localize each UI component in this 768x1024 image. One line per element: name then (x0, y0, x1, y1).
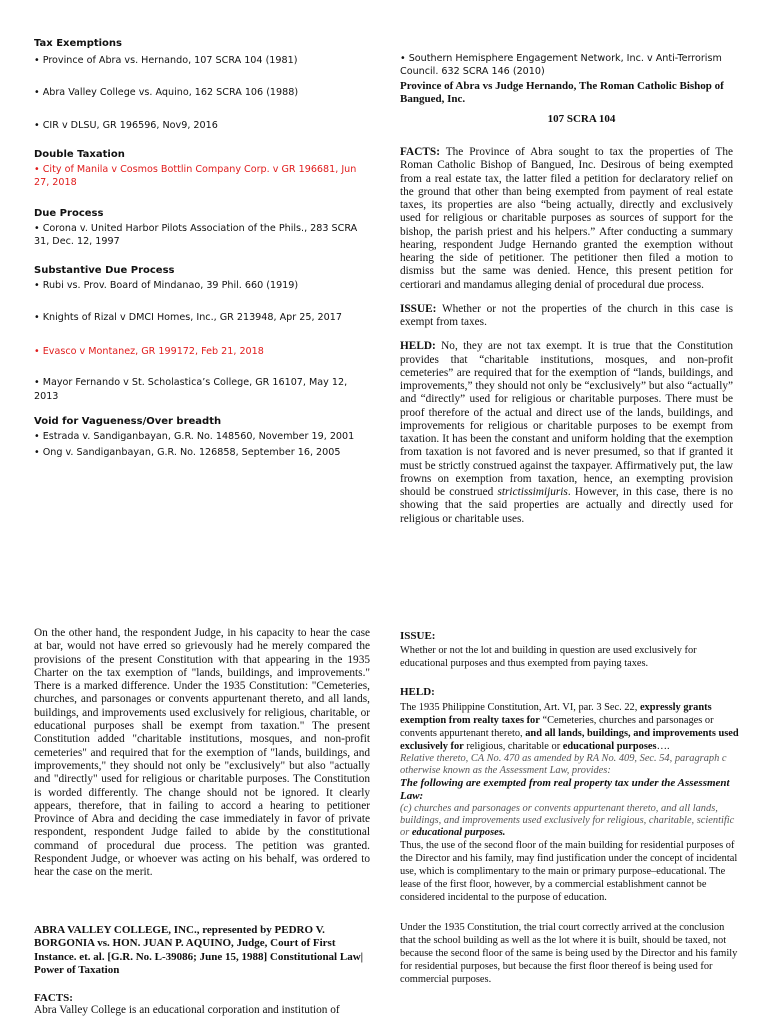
case-item: • Province of Abra vs. Hernando, 107 SCRA 104 (1981) (34, 55, 298, 66)
case-item (34, 345, 369, 359)
issue-paragraph (400, 303, 733, 330)
issue-text: Whether or not the lot and building in question are used exclusively for educational purposes and thus exempted from paying taxes. (400, 645, 697, 669)
held-text: No, they are not tax exempt. It is true that the Constitution provides that “charitable institutions, mosques, and non-profit cemeteries” are required that for the exemption of “lands, buildings, and improvements,” they should not only be “exclusively” but also “actually” and “directly” used for religious or charitable purposes. There must be proof therefore of the actual and direct use of the lands, buildings, and improvements for religious or charitable purposes to be exempt from taxation. It has been the constant and uniform holding that the exemption from taxation is not favored and is never presumed, so that if granted it must be strictly construed against the taxpayer. Affirmatively put, the law frowns on exemption from taxation, hence, an exempting provision should be construed (400, 340, 733, 498)
section-title-due-process: Due Process (34, 207, 104, 219)
facts-text: The Province of Abra sought to tax the properties of The Roman Catholic Bishop of Bangued, Inc. Desirous of being exempted from a real estate tax, the latter filed a petition for declaratory relief on the ground that other than being exempted from payment of real estate taxes, its properties are also “being actually, directly and exclusively used for religious or charitable purposes as sources of support for the bishop, the parish priest and his helpers.” After conducting a summary hearing, respondent Judge Hernando granted the exemption without hearing the side of petitioner. The petitioner then filed a motion to dismiss but the same was denied. Hence, this present petition for certiorari and mandamus alleging denial of procedural due process. (400, 146, 733, 291)
case-heading: ABRA VALLEY COLLEGE, INC., represented by PEDRO V. BORGONIA vs. HON. JUAN P. AQUINO, Judge, Court of First Instance. et. al. [G.R. No. L-39086; June 15, 1988] Constitutional Law| Power of Taxation (34, 923, 364, 977)
case-item: • Abra Valley College vs. Aquino, 162 SCRA 106 (1988) (34, 86, 299, 98)
held-text: “Cemeteries, churches and parsonages or convents appurtenant thereto, (400, 715, 714, 739)
held-emphasis: expressly grants exemption from realty taxes for (400, 702, 712, 726)
case-item: • CIR v DLSU, GR 196596, Nov9, 2016 (34, 120, 218, 131)
case-item: • Southern Hemisphere Engagement Network, Inc. v Anti-Terrorism Council. 632 SCRA 146 (2010) (400, 53, 722, 77)
facts-paragraph (400, 146, 733, 292)
held-paragraph (400, 701, 740, 753)
case-heading: Province of Abra vs Judge Hernando, The Roman Catholic Bishop of Bangued, Inc. (400, 80, 724, 105)
case-item (34, 163, 369, 190)
held-text: …. (656, 741, 670, 752)
bullet: • (34, 163, 43, 175)
abra-ruling-continued (34, 627, 370, 1017)
held-latin-term: strictissimijuris (497, 486, 568, 498)
held-paragraph (400, 340, 733, 526)
ruling-paragraph: On the other hand, the respondent Judge, in his capacity to hear the case at bar, would not have erred so grievously had he merely compared the provisions of the present Constitution with that appearing in the 1935 Charter on the tax exemption of "lands, buildings, and improvements." There is a marked difference. Under the 1935 Constitution: "Cemeteries, churches, and parsonages or convents appurtenant thereto, and all lands, buildings, and improvements used exclusively for religious, charitable, or educational purposes shall be exempt from taxation." The present Constitution added "charitable institutions, mosques, and non-profit cemeteries" and required that for the exemption of "lands, buildings, and improvements," they should not only be "exclusively" but also "actually and "directly" used for religious or charitable purposes. The Constitution is worded differently. The change should not be ignored. It clearly appears, therefore, that in failing to accord a hearing to petitioner Province of Abra and deciding the case immediately in favor of private respondent, respondent Judge failed to abide by the constitutional command of procedural due process. The petition was granted. Respondent Judge, or whoever was acting on his behalf, was ordered to hear the case on the merit. (34, 627, 370, 879)
abra-valley-digest (400, 630, 740, 986)
section-title-void-for-vagueness: Void for Vagueness/Over breadth (34, 416, 222, 427)
held-label: HELD: (400, 340, 436, 353)
held-text: The 1935 Philippine Constitution, Art. VI, par. 3 Sec. 22, (400, 702, 640, 713)
issue-label: ISSUE: (400, 302, 437, 315)
case-item: • Knights of Rizal v DMCI Homes, Inc., GR 213948, Apr 25, 2017 (34, 312, 342, 323)
case-citation: 107 SCRA 104 (547, 113, 616, 125)
case-item: • Mayor Fernando v St. Scholastica’s College, GR 16107, May 12, 2013 (34, 377, 348, 402)
case-item: • Rubi vs. Prov. Board of Mindanao, 39 Phil. 660 (1919) (34, 279, 299, 291)
facts-label: FACTS: (400, 146, 440, 158)
assessment-law-provision (400, 803, 740, 839)
bullet: • (34, 345, 43, 357)
held-text: . However, in this case, there is no showing that the said properties are actually and directly used for religious or charitable uses. (400, 486, 734, 525)
province-of-abra-digest (400, 52, 733, 526)
held-label: HELD: (400, 686, 435, 698)
incidental-use-paragraph: Thus, the use of the second floor of the main building for residential purposes of the Director and his family, may find justification under the concept of incidental use, which is complimentary to the main or primary purpose–educational. The lease of the first floor, however, by a commercial establishment cannot be considered incidental to the purpose of education. (400, 840, 738, 903)
facts-label: FACTS: (34, 991, 73, 1004)
provision-emphasis: educational purposes. (411, 827, 506, 838)
held-text: religious, charitable or (463, 741, 563, 752)
issue-text: Whether or not the properties of the church in this case is exempt from taxes. (400, 302, 733, 328)
section-title-substantive-due-process: Substantive Due Process (34, 264, 175, 276)
case-item: • Ong v. Sandiganbayan, G.R. No. 126858, September 16, 2005 (34, 446, 341, 458)
facts-text: Abra Valley College is an educational corporation and institution of (34, 1003, 340, 1016)
assessment-law-heading: The following are exempted from real property tax under the Assessment Law: (400, 777, 730, 802)
section-title-double-taxation: Double Taxation (34, 148, 125, 160)
section-title-tax-exemptions: Tax Exemptions (34, 38, 123, 49)
held-emphasis: educational purposes (562, 741, 657, 752)
conclusion-paragraph: Under the 1935 Constitution, the trial court correctly arrived at the conclusion that the school building as well as the lot where it is built, should be taxed, not because the second floor of the same is being used by the Director and his family for residential purposes, but because the first floor thereof is being used for commercial purposes. (400, 922, 738, 985)
held-emphasis: and all lands, buildings, and improvements used exclusively for (400, 728, 739, 752)
issue-label: ISSUE: (400, 630, 436, 642)
case-item: • Corona v. United Harbor Pilots Association of the Phils., 283 SCRA 31, Dec. 12, 1997 (34, 222, 358, 247)
case-link-red[interactable]: Evasco v Montanez, GR 199172, Feb 21, 2018 (42, 345, 264, 357)
case-item: • Estrada v. Sandiganbayan, G.R. No. 148560, November 19, 2001 (34, 431, 355, 442)
case-outline (34, 38, 369, 459)
provision-text: (c) churches and parsonages or convents appurtenant thereto, and all lands, buildings, and improvements used exclusively for religious, charitable, scientific or (400, 803, 735, 838)
case-link-red[interactable]: City of Manila v Cosmos Bottlin Company Corp. v GR 196681, Jun 27, 2018 (34, 163, 357, 188)
assessment-law-reference: Relative thereto, CA No. 470 as amended by RA No. 409, Sec. 54, paragraph c otherwise known as the Assessment Law, provides: (400, 753, 727, 776)
